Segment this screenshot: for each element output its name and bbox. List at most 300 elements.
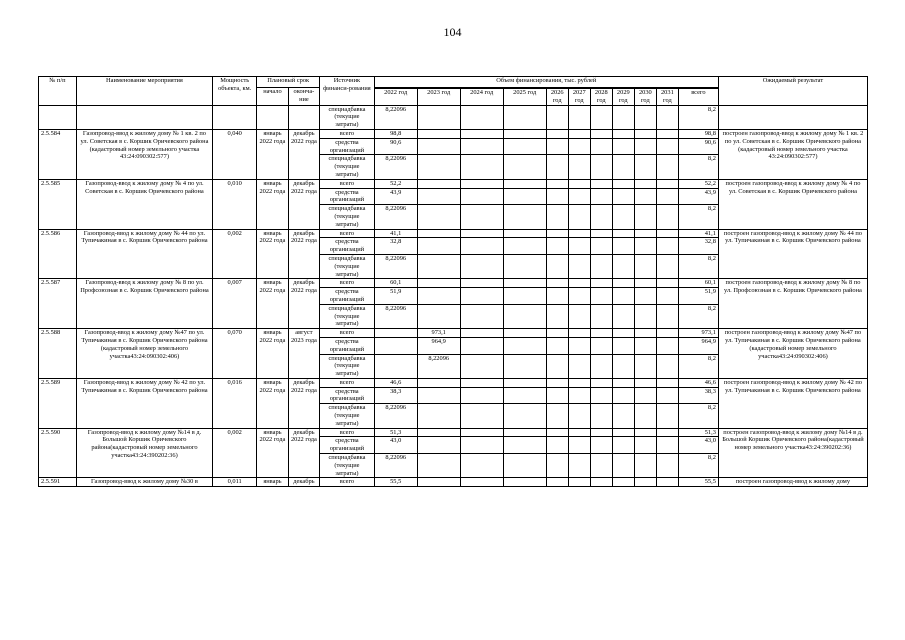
cell-year-empty [568,404,590,428]
cell-year-empty [460,478,503,487]
cell-year-empty [546,179,568,188]
header-num: № п/п [39,77,77,106]
header-source: Источник финанси-рования [320,77,375,106]
cell-year-empty [503,155,546,179]
cell-year-empty [503,337,546,354]
cell-year-empty [568,337,590,354]
cell-total: 8,2 [678,105,718,129]
cell-2023 [417,205,460,229]
cell-year-empty [546,354,568,378]
cell-total: 90,6 [678,138,718,155]
cell-total: 51,3 [678,428,718,437]
cell-year-empty [503,378,546,387]
table-header [39,77,868,106]
cell-year-empty [634,387,656,404]
cell-year-empty [460,179,503,188]
cell-year-empty [656,288,678,305]
cell-year-empty [590,105,612,129]
cell-source: спецнадбавка (текущие затраты) [320,404,375,428]
header-year: 2022 год [374,89,417,106]
cell-year-empty [634,279,656,288]
cell-total: 98,8 [678,129,718,138]
cell-year-empty [503,188,546,205]
cell-source: средства организаций [320,387,375,404]
cell-year-empty [568,387,590,404]
cell-2023: 973,1 [417,329,460,338]
cell-total: 964,9 [678,337,718,354]
cell-year-empty [568,378,590,387]
cell-num: 2.5.584 [39,129,77,179]
cell-2022: 51,3 [374,428,417,437]
cell-end: декабрь 2022 года [288,129,319,179]
cell-source: всего [320,229,375,238]
cell-year-empty [612,354,634,378]
cell-2023 [417,288,460,305]
cell-year-empty [612,329,634,338]
cell-result: построен газопровод-ввод к жилому дому № 8 по ул. Профсоюзная в с. Коршик Оричевского района [718,279,867,329]
cell-year-empty [612,229,634,238]
cell-capacity: 0,040 [213,129,257,179]
cell-2022: 32,8 [374,238,417,255]
cell-year-empty [590,229,612,238]
cell-year-empty [612,205,634,229]
cell-name [76,105,212,129]
cell-year-empty [634,205,656,229]
table-row [39,478,868,487]
cell-year-empty [503,105,546,129]
cell-year-empty [460,155,503,179]
cell-source: всего [320,279,375,288]
cell-source: спецнадбавка (текущие затраты) [320,354,375,378]
cell-year-empty [460,304,503,328]
cell-name: Газопровод-ввод к жилому дому № 1 кв. 2 по ул. Советская в с. Коршик Оричевского района (кадастровый номер земельного участка 43:24:090302:577) [76,129,212,179]
cell-total: 8,2 [678,354,718,378]
header-year: 2028 год [590,89,612,106]
cell-name: Газопровод-ввод к жилому дому №47 по ул. Тупичакиная в с. Коршик Оричевского района (кадастровый номер земельного участка43:24:090302:406) [76,329,212,379]
cell-2023 [417,254,460,278]
header-total: всего [678,89,718,106]
cell-year-empty [503,478,546,487]
header-year: 2029 год [612,89,634,106]
header-year: 2027 год [568,89,590,106]
cell-capacity: 0,011 [213,478,257,487]
cell-year-empty [590,205,612,229]
cell-year-empty [656,378,678,387]
cell-2022: 8,22096 [374,254,417,278]
cell-2022: 90,6 [374,138,417,155]
cell-total: 55,5 [678,478,718,487]
cell-year-empty [546,288,568,305]
cell-num: 2.5.591 [39,478,77,487]
cell-year-empty [460,229,503,238]
cell-num: 2.5.588 [39,329,77,379]
cell-year-empty [590,254,612,278]
cell-2022: 41,1 [374,229,417,238]
cell-year-empty [634,404,656,428]
cell-total: 60,1 [678,279,718,288]
cell-year-empty [503,428,546,437]
cell-source: спецнадбавка (текущие затраты) [320,105,375,129]
cell-total: 51,9 [678,288,718,305]
cell-year-empty [568,179,590,188]
cell-year-empty [503,254,546,278]
cell-num: 2.5.590 [39,428,77,478]
cell-year-empty [546,155,568,179]
cell-total: 973,1 [678,329,718,338]
cell-year-empty [634,238,656,255]
cell-year-empty [503,129,546,138]
cell-year-empty [634,354,656,378]
page-number: 104 [443,25,462,39]
cell-year-empty [656,437,678,454]
cell-result [718,105,867,129]
cell-year-empty [417,478,460,487]
cell-year-empty [634,437,656,454]
cell-2023 [417,279,460,288]
cell-2022: 43,9 [374,188,417,205]
cell-year-empty [590,188,612,205]
cell-year-empty [590,288,612,305]
cell-year-empty [590,437,612,454]
cell-year-empty [503,288,546,305]
cell-total: 8,2 [678,254,718,278]
cell-year-empty [460,138,503,155]
cell-2022: 8,22096 [374,454,417,478]
cell-year-empty [546,279,568,288]
cell-num: 2.5.585 [39,179,77,229]
cell-total: 46,6 [678,378,718,387]
table-row [39,378,868,387]
cell-2023: 8,22096 [417,354,460,378]
cell-year-empty [460,428,503,437]
header-year: 2030 год [634,89,656,106]
cell-result: построен газопровод-ввод к жилому дому № 44 по ул. Тупичакиная в с. Коршик Оричевского района [718,229,867,279]
cell-year-empty [460,387,503,404]
cell-year-empty [546,404,568,428]
cell-year-empty [656,179,678,188]
cell-capacity: 0,002 [213,229,257,279]
cell-2022: 38,3 [374,387,417,404]
cell-year-empty [656,238,678,255]
cell-year-empty [590,337,612,354]
header-year: 2024 год [460,89,503,106]
cell-year-empty [546,138,568,155]
cell-year-empty [590,279,612,288]
table-row [39,179,868,188]
cell-start: январь 2022 года [257,378,288,428]
table-row [39,428,868,437]
cell-2022 [374,337,417,354]
cell-year-empty [656,478,678,487]
cell-year-empty [503,454,546,478]
cell-year-empty [503,404,546,428]
cell-year-empty [546,304,568,328]
cell-2023 [417,378,460,387]
cell-num: 2.5.589 [39,378,77,428]
cell-year-empty [612,129,634,138]
cell-year-empty [546,428,568,437]
cell-start: январь 2022 года [257,279,288,329]
cell-year-empty [460,337,503,354]
cell-capacity: 0,002 [213,428,257,478]
cell-year-empty [503,387,546,404]
cell-2023 [417,387,460,404]
cell-year-empty [634,155,656,179]
funding-table [38,76,868,487]
cell-year-empty [634,254,656,278]
cell-year-empty [460,437,503,454]
cell-name: Газопровод-ввод к жилому дому № 44 по ул. Тупичакиная в с. Коршик Оричевского района [76,229,212,279]
cell-capacity: 0,016 [213,378,257,428]
cell-year-empty [656,105,678,129]
cell-result: построен газопровод-ввод к жилому дому № 4 по ул. Советская в с. Коршик Оричевского района [718,179,867,229]
cell-year-empty [546,478,568,487]
cell-year-empty [460,329,503,338]
cell-year-empty [612,428,634,437]
cell-2023 [417,188,460,205]
cell-year-empty [612,188,634,205]
cell-year-empty [568,354,590,378]
cell-total: 41,1 [678,229,718,238]
cell-end: декабрь 2022 года [288,279,319,329]
cell-result: построен газопровод-ввод к жилому дому №14 в д. Большой Коршик Оричевского района(кадастровый номер земельного участка43:24:390202:36) [718,428,867,478]
header-term-start: начало [257,88,288,106]
cell-year-empty [568,279,590,288]
cell-year-empty [612,304,634,328]
cell-year-empty [460,205,503,229]
header-name: Наименование мероприятия [76,77,212,106]
cell-year-empty [546,129,568,138]
cell-year-empty [612,279,634,288]
cell-year-empty [568,478,590,487]
cell-year-empty [460,105,503,129]
header-funding: Объем финансирования, тыс. рублей [374,77,718,88]
cell-year-empty [590,404,612,428]
funding-table-container [38,76,868,487]
cell-2022: 8,22096 [374,205,417,229]
table-row [39,279,868,288]
header-year: 2023 год [417,89,460,106]
cell-year-empty [546,437,568,454]
cell-total: 8,2 [678,205,718,229]
cell-year-empty [568,238,590,255]
cell-year-empty [546,387,568,404]
cell-source: всего [320,378,375,387]
cell-end: декабрь 2022 года [288,428,319,478]
cell-source: средства организаций [320,288,375,305]
cell-source: всего [320,428,375,437]
cell-year-empty [634,288,656,305]
cell-year-empty [568,329,590,338]
cell-2023 [417,454,460,478]
cell-year-empty [590,129,612,138]
cell-2022 [374,329,417,338]
cell-year-empty [656,354,678,378]
cell-source: всего [320,329,375,338]
cell-year-empty [568,428,590,437]
cell-year-empty [612,155,634,179]
cell-year-empty [568,454,590,478]
cell-2023: 964,9 [417,337,460,354]
table-row [39,129,868,138]
header-year: 2025 год [503,89,546,106]
cell-year-empty [503,354,546,378]
cell-year-empty [634,329,656,338]
cell-year-empty [656,454,678,478]
cell-source: спецнадбавка (текущие затраты) [320,155,375,179]
cell-year-empty [656,229,678,238]
cell-start: январь 2022 года [257,129,288,179]
cell-year-empty [612,288,634,305]
cell-source: всего [320,179,375,188]
cell-year-empty [590,478,612,487]
cell-year-empty [503,329,546,338]
cell-source: всего [320,129,375,138]
cell-total: 43,9 [678,188,718,205]
cell-year-empty [460,454,503,478]
cell-year-empty [634,478,656,487]
cell-year-empty [590,138,612,155]
cell-name: Газопровод-ввод к жилому дому №14 в д. Большой Коршик Оричевского района(кадастровый номер земельного участка43:24:390202:36) [76,428,212,478]
cell-year-empty [546,105,568,129]
cell-year-empty [460,288,503,305]
cell-year-empty [634,188,656,205]
cell-year-empty [546,329,568,338]
cell-year-empty [460,129,503,138]
cell-source: спецнадбавка (текущие затраты) [320,205,375,229]
cell-2023 [417,229,460,238]
cell-year-empty [546,254,568,278]
cell-start: январь 2022 года [257,329,288,379]
cell-total: 8,2 [678,454,718,478]
cell-year-empty [612,478,634,487]
table-row [39,229,868,238]
cell-2022: 98,8 [374,129,417,138]
cell-year-empty [590,304,612,328]
cell-2023 [417,129,460,138]
cell-year-empty [612,179,634,188]
cell-year-empty [612,378,634,387]
cell-year-empty [546,205,568,229]
cell-year-empty [568,304,590,328]
cell-total: 52,2 [678,179,718,188]
cell-start: январь 2022 года [257,229,288,279]
cell-year-empty [656,188,678,205]
cell-2022: 8,22096 [374,304,417,328]
cell-end: декабрь 2022 года [288,378,319,428]
cell-name: Газопровод-ввод к жилому дому № 42 по ул. Тупичакиная в с. Коршик Оричевского района [76,378,212,428]
cell-year-empty [590,387,612,404]
table-row [39,329,868,338]
cell-year-empty [634,304,656,328]
header-term: Плановый срок [257,77,320,88]
cell-year-empty [460,354,503,378]
cell-year-empty [460,404,503,428]
cell-year-empty [634,229,656,238]
cell-year-empty [503,279,546,288]
cell-year-empty [568,138,590,155]
cell-year-empty [590,454,612,478]
cell-end: декабрь [288,478,319,487]
header-year: 2031 год [656,89,678,106]
cell-total: 8,2 [678,304,718,328]
cell-year-empty [634,138,656,155]
cell-year-empty [634,454,656,478]
cell-year-empty [568,229,590,238]
cell-year-empty [503,138,546,155]
cell-2022: 60,1 [374,279,417,288]
table-row [39,105,868,129]
cell-year-empty [634,179,656,188]
cell-year-empty [460,238,503,255]
cell-source: спецнадбавка (текущие затраты) [320,254,375,278]
cell-year-empty [546,229,568,238]
cell-year-empty [568,155,590,179]
cell-year-empty [568,105,590,129]
cell-year-empty [503,229,546,238]
cell-capacity: 0,070 [213,329,257,379]
cell-capacity [213,105,257,129]
cell-year-empty [612,454,634,478]
cell-year-empty [634,129,656,138]
cell-year-empty [503,238,546,255]
cell-end [288,105,319,129]
cell-2022 [374,354,417,378]
cell-year-empty [460,188,503,205]
cell-year-empty [503,179,546,188]
cell-year-empty [590,354,612,378]
cell-name: Газопровод-ввод к жилому дому № 4 по ул. Советская в с. Коршик Оричевского района [76,179,212,229]
cell-2023 [417,238,460,255]
header-year: 2026 год [546,89,568,106]
cell-year-empty [656,428,678,437]
cell-2022: 52,2 [374,179,417,188]
cell-year-empty [612,404,634,428]
cell-year-empty [568,288,590,305]
cell-year-empty [656,329,678,338]
cell-result: построен газопровод-ввод к жилому дому №47 по ул. Тупичакиная в с. Коршик Оричевского района (кадастровый номер земельного участка43:24:090302:406) [718,329,867,379]
cell-year-empty [612,238,634,255]
cell-source: спецнадбавка (текущие затраты) [320,304,375,328]
table-body [39,105,868,487]
cell-year-empty [656,254,678,278]
cell-year-empty [568,205,590,229]
cell-year-empty [612,437,634,454]
cell-year-empty [612,337,634,354]
cell-source: спецнадбавка (текущие затраты) [320,454,375,478]
cell-2023 [417,138,460,155]
cell-year-empty [634,105,656,129]
cell-year-empty [590,428,612,437]
cell-total: 43,0 [678,437,718,454]
cell-year-empty [612,254,634,278]
cell-year-empty [546,337,568,354]
cell-year-empty [656,337,678,354]
cell-source: средства организаций [320,238,375,255]
cell-year-empty [656,279,678,288]
cell-end: декабрь 2022 года [288,229,319,279]
cell-source: средства организаций [320,188,375,205]
header-capacity: Мощность объекта, км. [213,77,257,106]
cell-result: построен газопровод-ввод к жилому дому № 1 кв. 2 по ул. Советская в с. Коршик Оричевского района (кадастровый номер земельного участка 43:24:090302:577) [718,129,867,179]
cell-year-empty [590,238,612,255]
cell-end: декабрь 2022 года [288,179,319,229]
cell-2023 [417,179,460,188]
cell-year-empty [634,337,656,354]
cell-year-empty [568,254,590,278]
cell-total: 8,2 [678,155,718,179]
header-result: Ожидаемый результат [718,77,867,106]
